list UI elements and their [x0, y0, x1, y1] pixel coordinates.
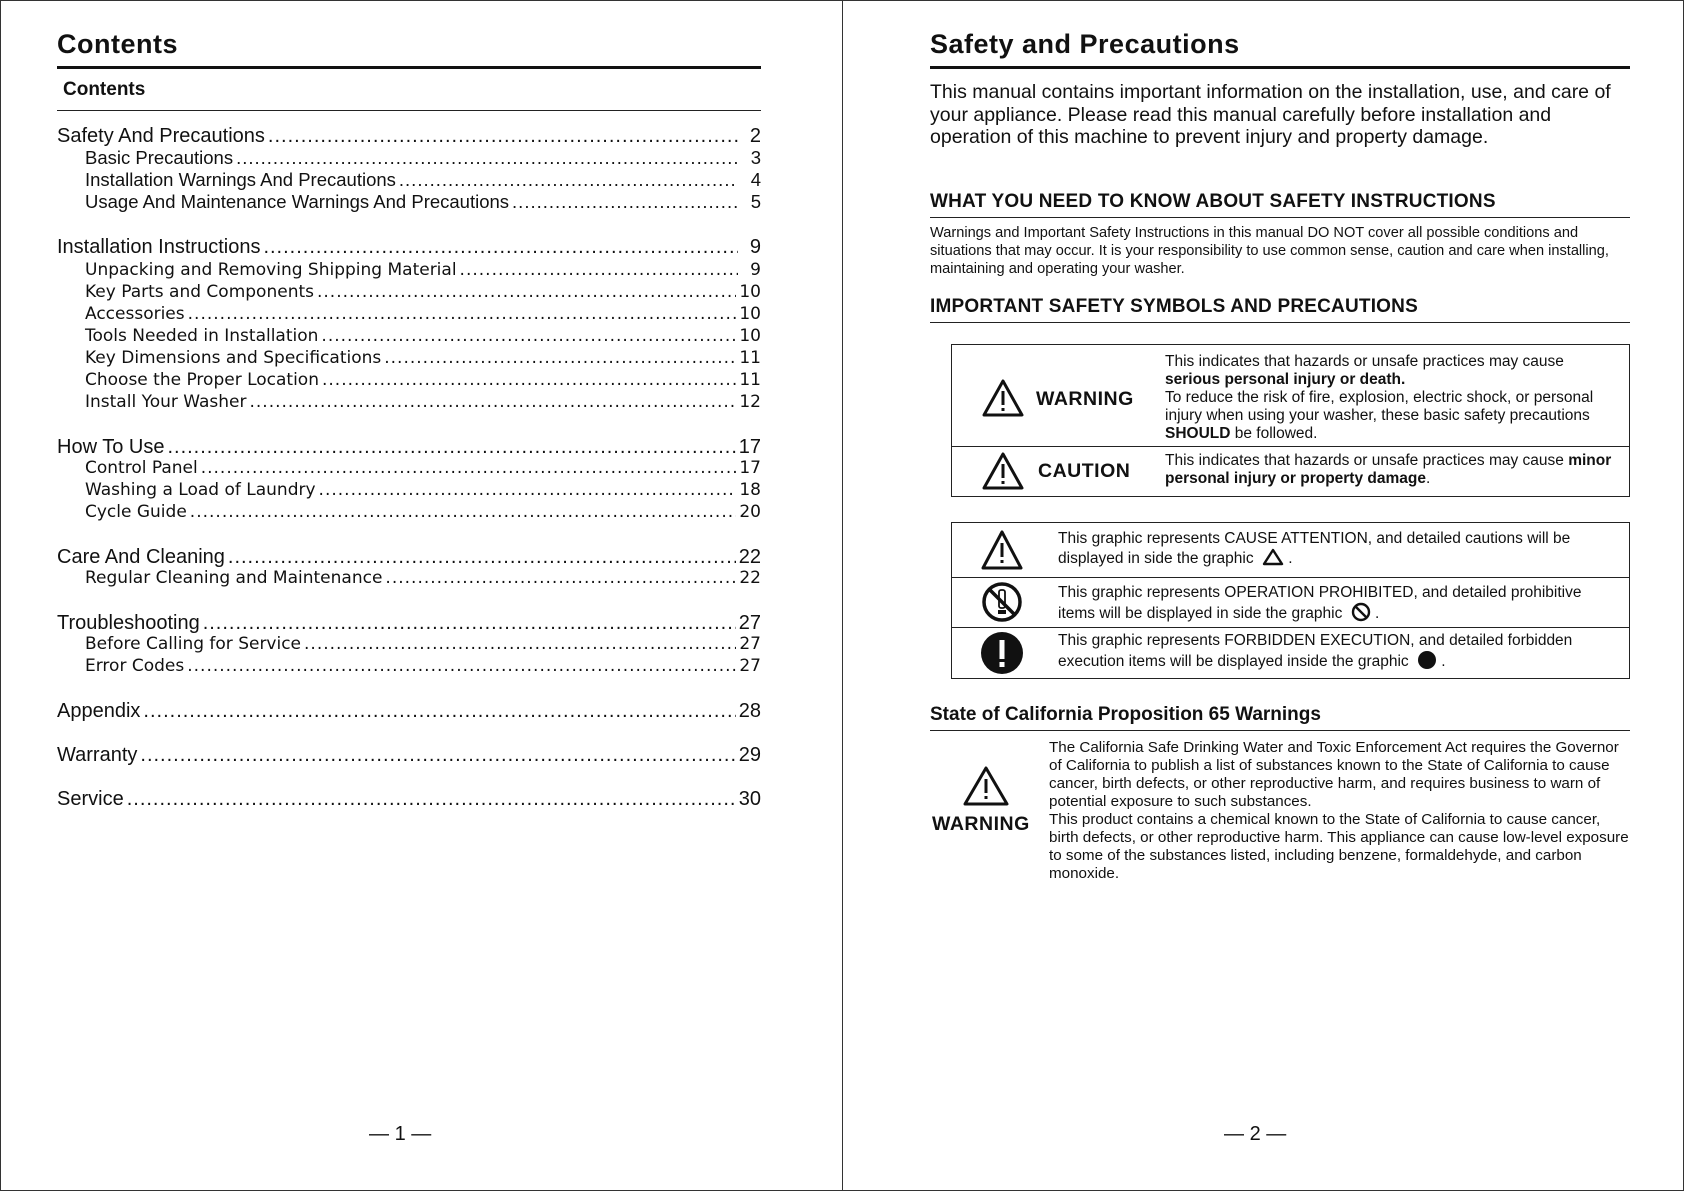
toc-entry[interactable]: Error Codes ..... 27: [57, 656, 761, 676]
toc-entry[interactable]: Before Calling for Service ..... 27: [57, 634, 761, 654]
know-rule: [930, 217, 1630, 218]
know-body: Warnings and Important Safety Instructions in this manual DO NOT cover all possible conditions and situations that may occur. It is your responsibility to use common sense, caution and care when installing, maintaining and operating your washer.: [930, 225, 1609, 277]
title-rule: [930, 66, 1630, 69]
graphic-symbols-table: [951, 522, 1630, 679]
toc-entry[interactable]: Usage And Maintenance Warnings And Precautions ..... 5: [57, 191, 761, 213]
toc-entry[interactable]: Control Panel ..... 17: [57, 458, 761, 478]
caution-row: [952, 446, 1629, 495]
toc-entry[interactable]: Install Your Washer ..... 12: [57, 392, 761, 412]
small-prohibited-icon: [1351, 602, 1371, 622]
small-triangle-icon: [1262, 548, 1284, 566]
toc-entry[interactable]: Installation Warnings And Precautions ..... 4: [57, 169, 761, 191]
page-number: — 2 —: [1224, 1123, 1287, 1145]
know-heading: WHAT YOU NEED TO KNOW ABOUT SAFETY INSTRUCTIONS: [930, 191, 1496, 212]
prop65-body: [1049, 739, 1630, 883]
contents-subheading: Contents: [63, 79, 146, 100]
toc-entry[interactable]: Accessories ..... 10: [57, 304, 761, 324]
toc-entry[interactable]: Care And Cleaning ..... 22: [57, 546, 761, 569]
attention-text: This graphic represents CAUSE ATTENTION, and detailed cautions will be displayed in side the graphic .: [1058, 530, 1571, 567]
page-number: — 1 —: [369, 1123, 432, 1145]
attention-triangle-icon: [980, 529, 1024, 571]
toc-entry[interactable]: Unpacking and Removing Shipping Material ..... 9: [57, 260, 761, 280]
toc-entry[interactable]: Troubleshooting ..... 27: [57, 612, 761, 635]
toc-entry[interactable]: Tools Needed in Installation ..... 10: [57, 326, 761, 346]
toc-entry[interactable]: Cycle Guide ..... 20: [57, 502, 761, 522]
attention-row: [952, 523, 1629, 578]
toc-entry[interactable]: How To Use ..... 17: [57, 436, 761, 459]
prohibited-text: This graphic represents OPERATION PROHIBITED, and detailed prohibitive items will be displayed in side the graphic .: [1058, 584, 1582, 622]
toc-entry[interactable]: Safety And Precautions ..... 2: [57, 125, 761, 148]
safety-page: [930, 1, 1630, 1190]
page-title: Safety and Precautions: [930, 29, 1240, 59]
page-gutter: [842, 1, 843, 1190]
page-title: Contents: [57, 29, 178, 59]
prop65-paragraph-2: This product contains a chemical known to the State of California to cause cancer, birth defects, or other reproductive harm. This appliance can cause low-level exposure to some of the substances listed, including benzene, formaldehyde, and carbon monoxide.: [1049, 811, 1629, 882]
prop65-heading: State of California Proposition 65 Warnings: [930, 704, 1321, 725]
toc-entry[interactable]: Warranty ..... 29: [57, 744, 761, 767]
prop65-warning-icon: [962, 765, 1010, 807]
prop65-rule: [930, 730, 1630, 731]
warning-row: [952, 345, 1629, 447]
toc-entry[interactable]: Installation Instructions ..... 9: [57, 236, 761, 259]
small-filled-circle-icon: [1417, 650, 1437, 670]
forbidden-text: This graphic represents FORBIDDEN EXECUTION, and detailed forbidden execution items will be displayed inside the graphic .: [1058, 632, 1573, 670]
prop65-paragraph-1: The California Safe Drinking Water and Toxic Enforcement Act requires the Governor of California to publish a list of substances known to the State of California to cause cancer, birth defects, or other reproductive harm, and requires business to warn of potential exposure to such substances.: [1049, 739, 1619, 810]
caution-triangle-icon: [981, 451, 1025, 491]
caution-label: CAUTION: [1038, 460, 1131, 482]
toc-entry[interactable]: Washing a Load of Laundry ..... 18: [57, 480, 761, 500]
toc-entry[interactable]: Regular Cleaning and Maintenance ..... 22: [57, 568, 761, 588]
signal-word-table: [951, 344, 1630, 497]
intro-paragraph: This manual contains important information on the installation, use, and care of your appliance. Please read this manual carefully before installation and operation of this machine to prevent injury and property damage.: [930, 81, 1611, 148]
contents-page: [57, 1, 761, 1190]
prohibited-row: [952, 577, 1629, 628]
title-rule: [57, 66, 761, 69]
toc-entry[interactable]: Key Dimensions and Specifications ..... 11: [57, 348, 761, 368]
warning-triangle-icon: [981, 378, 1025, 418]
toc-entry[interactable]: Service ..... 30: [57, 788, 761, 811]
prohibited-icon: [981, 581, 1023, 623]
toc-entry[interactable]: Basic Precautions ..... 3: [57, 147, 761, 169]
mandatory-action-icon: [980, 631, 1024, 675]
caution-text: This indicates that hazards or unsafe practices may cause minor personal injury or property damage.: [1165, 452, 1612, 487]
subheading-rule: [57, 110, 761, 111]
toc-entry[interactable]: Choose the Proper Location ..... 11: [57, 370, 761, 390]
toc-entry[interactable]: Appendix ..... 28: [57, 700, 761, 723]
symbols-rule: [930, 322, 1630, 323]
prop65-warning-label: WARNING: [932, 813, 1030, 835]
toc-entry[interactable]: Key Parts and Components ..... 10: [57, 282, 761, 302]
warning-text: This indicates that hazards or unsafe practices may cause serious personal injury or death. To reduce the risk of fire, explosion, electric shock, or personal injury when using your washer, these basic safety precautions SHOULD be followed.: [1165, 353, 1594, 442]
symbols-heading: IMPORTANT SAFETY SYMBOLS AND PRECAUTIONS: [930, 296, 1418, 317]
forbidden-row: [952, 627, 1629, 677]
warning-label: WARNING: [1036, 388, 1134, 410]
